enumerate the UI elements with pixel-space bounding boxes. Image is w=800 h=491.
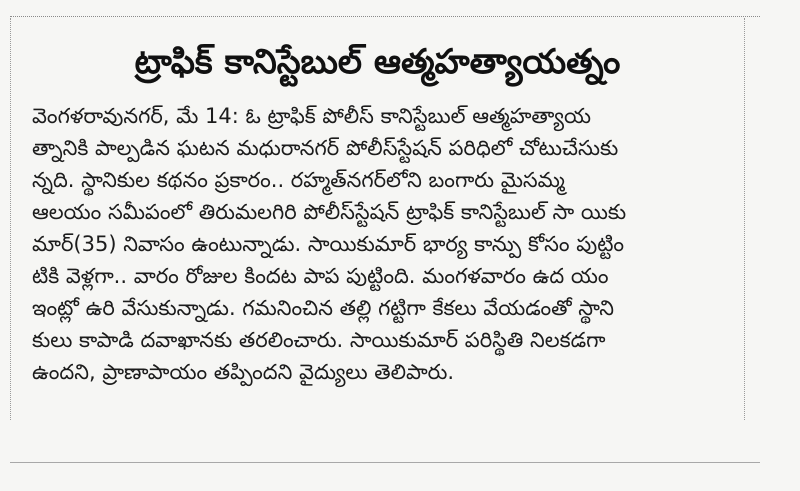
body-line: ఉందని, ప్రాణాపాయం తప్పిందని వైద్యులు తెలిపారు. (32, 360, 455, 384)
body-line: న్నది. స్థానికుల కథనం ప్రకారం.. రహ్మత్‌నగర్‌లోని బంగారు మైసమ్మ (32, 168, 565, 192)
body-line: మార్(35) నివాసం ఉంటున్నాడు. సాయికుమార్ భార్య కాన్పు కోసం పుట్టిం (32, 232, 625, 256)
article-headline: ట్రాఫిక్ కానిస్టేబుల్ ఆత్మహత్యాయత్నం (134, 42, 621, 82)
body-line: వెంగళరావునగర్, మే 14: ఓ ట్రాఫిక్ పోలీస్ కానిస్టేబుల్ ఆత్మహత్యాయ (32, 104, 591, 128)
bottom-divider (10, 462, 760, 463)
body-line: టికి వెళ్లగా.. వారం రోజుల కిందట పాప పుట్టింది. మంగళవారం ఉద యం (32, 264, 609, 288)
news-article (10, 18, 745, 420)
body-line: ఆలయం సమీపంలో తిరుమలగిరి పోలీస్‌స్టేషన్ ట్రాఫిక్ కానిస్టేబుల్ సా యికు (32, 200, 627, 224)
article-body (32, 100, 723, 388)
body-line: త్నానికి పాల్పడిన ఘటన మధురానగర్ పోలీస్‌స్టేషన్ పరిధిలో చోటుచేసుకు (32, 136, 619, 160)
body-line: కులు కాపాడి దవాఖానకు తరలించారు. సాయికుమార్ పరిస్థితి నిలకడగా (32, 328, 606, 352)
body-line: ఇంట్లో ఉరి వేసుకున్నాడు. గమనించిన తల్లి గట్టిగా కేకలు వేయడంతో స్థాని (32, 296, 615, 320)
